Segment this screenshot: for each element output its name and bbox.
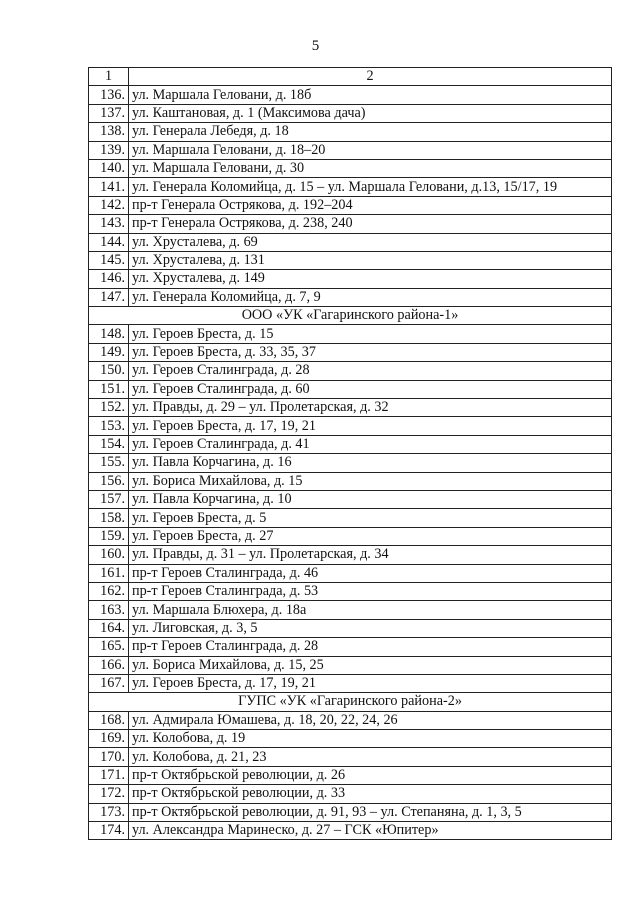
row-number: 149. [89, 343, 129, 361]
table-row [89, 748, 612, 766]
row-number: 143. [89, 215, 129, 233]
row-number: 150. [89, 362, 129, 380]
row-number: 144. [89, 233, 129, 251]
table-row [89, 803, 612, 821]
row-number: 164. [89, 619, 129, 637]
table-row [89, 785, 612, 803]
row-address: ул. Павла Корчагина, д. 10 [129, 490, 612, 508]
row-address: пр-т Генерала Острякова, д. 192–204 [129, 196, 612, 214]
table-row [89, 417, 612, 435]
table-row [89, 638, 612, 656]
table-row [89, 601, 612, 619]
table-row [89, 196, 612, 214]
row-number: 137. [89, 104, 129, 122]
table-row [89, 86, 612, 104]
row-address: ул. Героев Сталинграда, д. 28 [129, 362, 612, 380]
row-address: ул. Хрусталева, д. 149 [129, 270, 612, 288]
row-address: ул. Александра Маринеско, д. 27 – ГСК «Юпитер» [129, 822, 612, 840]
table-row [89, 380, 612, 398]
row-number: 147. [89, 288, 129, 306]
table-row [89, 141, 612, 159]
section-title: ООО «УК «Гагаринского района-1» [89, 307, 612, 325]
row-address: ул. Павла Корчагина, д. 16 [129, 454, 612, 472]
table-row [89, 730, 612, 748]
row-address: ул. Каштановая, д. 1 (Максимова дача) [129, 104, 612, 122]
table-row [89, 711, 612, 729]
header-col-1: 1 [89, 68, 129, 86]
row-address: ул. Бориса Михайлова, д. 15 [129, 472, 612, 490]
row-address: ул. Колобова, д. 21, 23 [129, 748, 612, 766]
row-address: ул. Героев Бреста, д. 5 [129, 509, 612, 527]
table-row [89, 325, 612, 343]
table-row [89, 251, 612, 269]
row-address: ул. Героев Бреста, д. 27 [129, 527, 612, 545]
table-row [89, 564, 612, 582]
table-row [89, 288, 612, 306]
row-address: ул. Хрусталева, д. 131 [129, 251, 612, 269]
row-address: ул. Маршала Геловани, д. 18–20 [129, 141, 612, 159]
row-address: ул. Генерала Коломийца, д. 15 – ул. Маршала Геловани, д.13, 15/17, 19 [129, 178, 612, 196]
row-number: 142. [89, 196, 129, 214]
table-row [89, 178, 612, 196]
table-row [89, 822, 612, 840]
table-row [89, 123, 612, 141]
row-number: 171. [89, 766, 129, 784]
row-number: 152. [89, 399, 129, 417]
row-number: 145. [89, 251, 129, 269]
row-address: ул. Маршала Геловани, д. 18б [129, 86, 612, 104]
table-row [89, 159, 612, 177]
table-row [89, 454, 612, 472]
row-number: 163. [89, 601, 129, 619]
row-address: ул. Маршала Блюхера, д. 18а [129, 601, 612, 619]
row-number: 168. [89, 711, 129, 729]
row-number: 155. [89, 454, 129, 472]
row-number: 157. [89, 490, 129, 508]
table-row [89, 270, 612, 288]
row-address: ул. Героев Бреста, д. 33, 35, 37 [129, 343, 612, 361]
row-address: пр-т Героев Сталинграда, д. 28 [129, 638, 612, 656]
row-address: ул. Маршала Геловани, д. 30 [129, 159, 612, 177]
table-row [89, 104, 612, 122]
section-header-row [89, 307, 612, 325]
table-row [89, 619, 612, 637]
row-number: 146. [89, 270, 129, 288]
row-number: 170. [89, 748, 129, 766]
row-number: 151. [89, 380, 129, 398]
row-address: ул. Героев Бреста, д. 17, 19, 21 [129, 417, 612, 435]
table-row [89, 215, 612, 233]
row-address: ул. Хрусталева, д. 69 [129, 233, 612, 251]
row-number: 158. [89, 509, 129, 527]
section-header-row [89, 693, 612, 711]
row-number: 160. [89, 546, 129, 564]
table-row [89, 766, 612, 784]
row-address: пр-т Героев Сталинграда, д. 53 [129, 582, 612, 600]
address-table [88, 67, 612, 840]
row-number: 148. [89, 325, 129, 343]
table-row [89, 546, 612, 564]
row-address: ул. Героев Бреста, д. 17, 19, 21 [129, 674, 612, 692]
header-col-2: 2 [129, 68, 612, 86]
row-number: 140. [89, 159, 129, 177]
row-number: 141. [89, 178, 129, 196]
row-address: пр-т Октябрьской революции, д. 33 [129, 785, 612, 803]
row-address: пр-т Героев Сталинграда, д. 46 [129, 564, 612, 582]
table-row [89, 362, 612, 380]
row-address: ул. Бориса Михайлова, д. 15, 25 [129, 656, 612, 674]
row-number: 161. [89, 564, 129, 582]
row-address: ул. Генерала Коломийца, д. 7, 9 [129, 288, 612, 306]
row-address: ул. Героев Сталинграда, д. 60 [129, 380, 612, 398]
row-number: 162. [89, 582, 129, 600]
row-address: пр-т Октябрьской революции, д. 26 [129, 766, 612, 784]
table-row [89, 674, 612, 692]
table-row [89, 435, 612, 453]
row-number: 153. [89, 417, 129, 435]
table-row [89, 233, 612, 251]
row-number: 156. [89, 472, 129, 490]
row-number: 167. [89, 674, 129, 692]
row-address: пр-т Октябрьской революции, д. 91, 93 – ул. Степаняна, д. 1, 3, 5 [129, 803, 612, 821]
row-number: 166. [89, 656, 129, 674]
table-row [89, 343, 612, 361]
section-title: ГУПС «УК «Гагаринского района-2» [89, 693, 612, 711]
row-address: ул. Героев Сталинграда, д. 41 [129, 435, 612, 453]
row-number: 165. [89, 638, 129, 656]
row-address: ул. Правды, д. 29 – ул. Пролетарская, д. 32 [129, 399, 612, 417]
row-number: 139. [89, 141, 129, 159]
page-number: 5 [311, 38, 320, 54]
table-row [89, 527, 612, 545]
row-number: 138. [89, 123, 129, 141]
row-number: 159. [89, 527, 129, 545]
row-number: 173. [89, 803, 129, 821]
row-address: ул. Правды, д. 31 – ул. Пролетарская, д. 34 [129, 546, 612, 564]
row-number: 136. [89, 86, 129, 104]
table-row [89, 656, 612, 674]
row-number: 174. [89, 822, 129, 840]
row-address: ул. Героев Бреста, д. 15 [129, 325, 612, 343]
row-address: ул. Лиговская, д. 3, 5 [129, 619, 612, 637]
table-row [89, 472, 612, 490]
table-header-row [89, 68, 612, 86]
table-row [89, 490, 612, 508]
row-number: 154. [89, 435, 129, 453]
row-address: ул. Колобова, д. 19 [129, 730, 612, 748]
row-address: пр-т Генерала Острякова, д. 238, 240 [129, 215, 612, 233]
row-address: ул. Адмирала Юмашева, д. 18, 20, 22, 24, 26 [129, 711, 612, 729]
row-number: 169. [89, 730, 129, 748]
row-address: ул. Генерала Лебедя, д. 18 [129, 123, 612, 141]
table-row [89, 509, 612, 527]
table-row [89, 399, 612, 417]
row-number: 172. [89, 785, 129, 803]
table-row [89, 582, 612, 600]
